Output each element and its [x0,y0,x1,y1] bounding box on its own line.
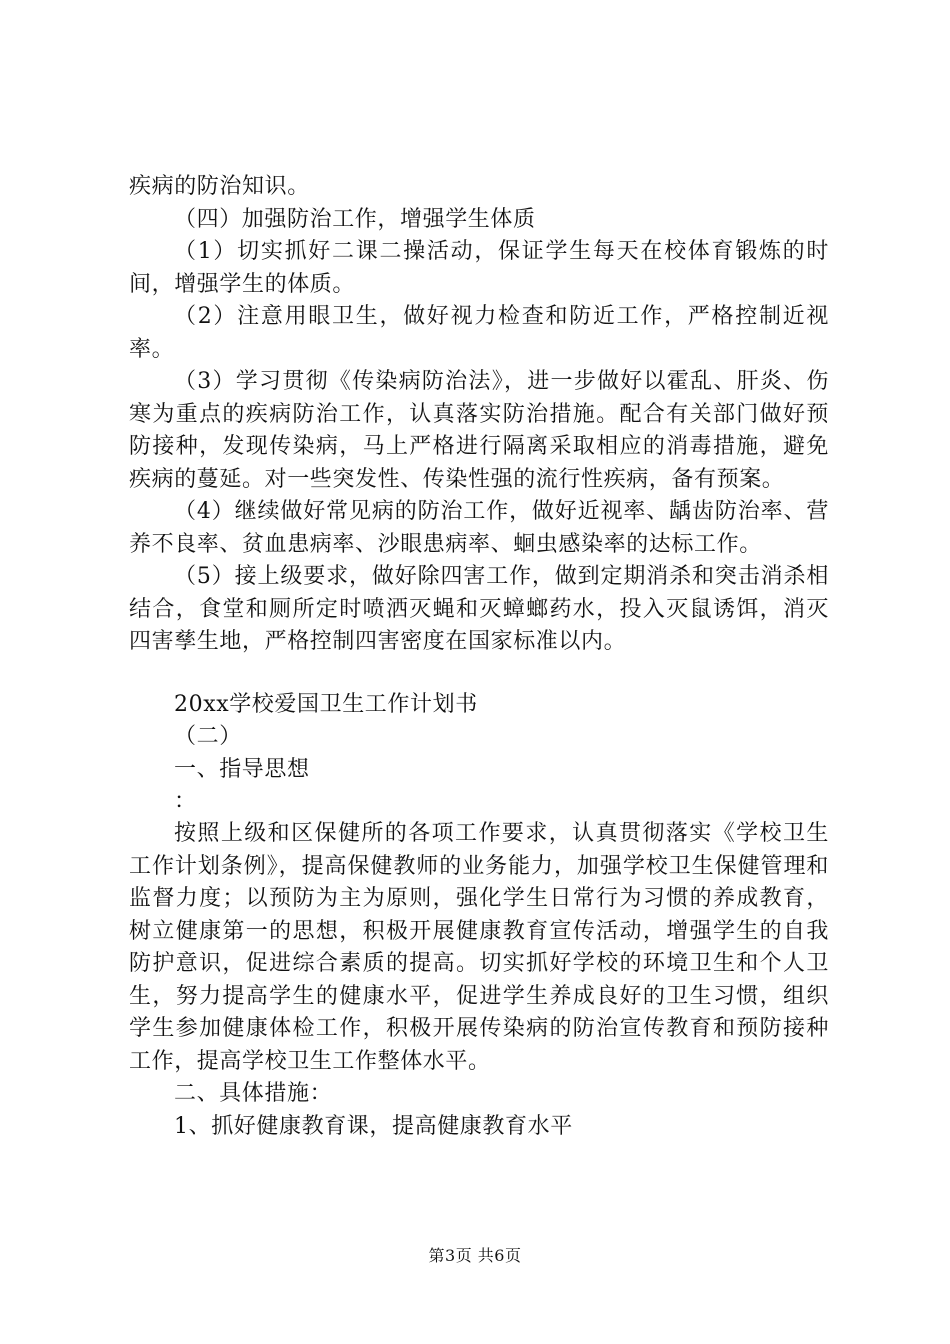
heading-colon: ： [174,789,197,814]
guiding-ideology-body: 按照上级和区保健所的各项工作要求，认真贯彻落实《学校卫生工作计划条例》，提高保健教师的业务能力，加强学校卫生保健管理和监督力度；以预防为主为原则，强化学生日常行为习惯的养成教育，树立健康第一的思想，积极开展健康教育宣传活动，增强学生的自我防护意识，促进综合素质的提高。切实抓好学校的环境卫生和个人卫生，努力提高学生的健康水平，促进学生养成良好的卫生习惯，组织学生参加健康体检工作，积极开展传染病的防治宣传教育和预防接种工作，提高学校卫生工作整体水平。 [129,821,829,1074]
document-body [129,171,829,1143]
paragraph-item-2: （2）注意用眼卫生，做好视力检查和防近工作，严格控制近视率。 [129,304,829,362]
plan-subtitle: （二） [174,724,242,749]
section-heading-4: （四）加强防治工作，增强学生体质 [174,206,536,232]
paragraph-item-4: （4）继续做好常见病的防治工作，做好近视率、龋齿防治率、营养不良率、贫血患病率、沙眼患病率、蛔虫感染率的达标工作。 [129,499,829,557]
plan-title: 20xx学校爱国卫生工作计划书 [174,691,478,717]
paragraph-item-1: （1）切实抓好二课二操活动，保证学生每天在校体育锻炼的时间，增强学生的体质。 [129,239,829,297]
paragraph-item-5: （5）接上级要求，做好除四害工作，做到定期消杀和突击消杀相结合，食堂和厕所定时喷洒灭蝇和灭蟑螂药水，投入灭鼠诱饵，消灭四害孳生地，严格控制四害密度在国家标准以内。 [129,564,829,654]
paragraph-continuation: 疾病的防治知识。 [129,174,310,199]
page-footer: 第3页 共6页 [428,1246,522,1265]
heading-guiding-ideology: 一、指导思想 [174,756,310,782]
paragraph-item-3: （3）学习贯彻《传染病防治法》，进一步做好以霍乱、肝炎、伤寒为重点的疾病防治工作，认真落实防治措施。配合有关部门做好预防接种，发现传染病，马上严格进行隔离采取相应的消毒措施，避免疾病的蔓延。对一些突发性、传染性强的流行性疾病，备有预案。 [129,369,829,492]
heading-specific-measures: 二、具体措施： [174,1081,333,1106]
measure-item-1: 1、抓好健康教育课，提高健康教育水平 [174,1113,573,1139]
section-gap [129,659,829,689]
